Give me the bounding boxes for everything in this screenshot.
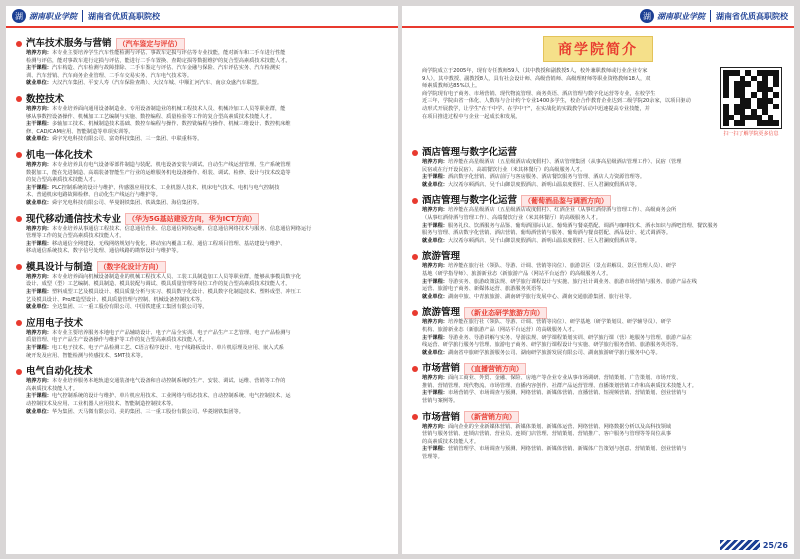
line-body: 培养能在高星级酒店（五星级酒店或度假村）、红酒企业（从事红酒侍酒与管理工作）、高级商务会所 <box>447 207 677 214</box>
program-title: 现代移动通信技术专业 <box>26 213 122 225</box>
line-label: 主干课程： <box>26 345 52 352</box>
program-text-line <box>16 401 388 409</box>
program-text-line <box>16 192 388 200</box>
program-title: 模具设计与制造 <box>26 261 93 273</box>
program-title: 酒店管理与数字化运营 <box>422 195 518 207</box>
program-heading <box>16 149 388 162</box>
line-body: 培养能在旅行社（领队、导游、计调、营销等岗位）、研学基地（研学策划员、研学辅导员）、研学 <box>447 319 672 326</box>
program-direction-tag: （新营销方向） <box>464 411 519 423</box>
program-text-line <box>412 215 784 223</box>
line-body: 推销、营销管理、现代物流、市场管理、直播内容创作、社群产品运营管理、直播策划营销工作和高素质技术技能人才。 <box>422 382 697 389</box>
line-body: 运营、旅游电子商务、新媒体运营、旅游服务英语等。 <box>422 286 547 293</box>
program-title: 机电一体化技术 <box>26 149 93 161</box>
line-body: 培养能在旅行社（领队、导游、计调、营销等岗位）、旅游景区（景点讲解员、景区管理人员）、研学 <box>447 263 677 270</box>
program-text-line <box>412 182 784 190</box>
line-label: 主干课程： <box>422 174 448 181</box>
program-title: 电气自动化技术 <box>26 366 93 378</box>
program-text-line <box>412 238 784 246</box>
intro-line: 商学院现有电子商务、市场营销、现代物流管理、商务英语、酒店管理与数字化运营等专业，在校学生 <box>422 90 656 97</box>
line-body: 汽车构造、汽车检测与故障排除、二手车鉴定与评估、汽车金融与保险、汽车评估实务、汽车检测实 <box>51 65 281 72</box>
line-body: 本专业培养服务本地轨道交通装备电气设备和自动控制系统的生产、安装、调试、运维、营销等工作的 <box>51 378 286 385</box>
program-heading <box>412 250 784 263</box>
line-body: 基地（研学指导师）、旅游新业态（新旅游产品（网站平台运营）的高级服务人才。 <box>422 270 612 277</box>
section-banner: 商学院简介 <box>543 36 653 62</box>
bullet-dot-icon <box>16 96 22 102</box>
line-body: 市场营销学、市场调查与预测、网络营销、新媒体营销、直播营销、短视频营销、营销策划、创业营销与 <box>447 390 687 397</box>
line-body: 移动通信全网建设、无线网络规划与优化、移动室内覆盖工程、通信工程项目管理、基站建设与维护、 <box>51 240 286 247</box>
program-text-line <box>16 248 388 256</box>
line-body: 湖南中旅、中青旅旅游、湖南研学旅行发展中心、湖南交通旅游集团、旅行社等。 <box>447 293 635 300</box>
program-text-line <box>16 177 388 185</box>
qr-box <box>718 68 784 137</box>
line-body: 全达集团、三一重工股份有限公司、中国铁建重工集团有限公司等。 <box>51 304 208 311</box>
program-section <box>16 93 388 144</box>
right-sections <box>402 137 794 462</box>
line-label: 就业单位： <box>422 237 448 244</box>
line-body: 酒店数字化营销、酒店前厅与客房服务、酒店餐饮服务与管理、酒店人力资源管理等。 <box>447 174 646 181</box>
line-label: 主干课程： <box>26 65 52 72</box>
bullet-dot-icon <box>16 264 22 270</box>
bullet-dot-icon <box>412 254 418 260</box>
program-section <box>412 194 784 245</box>
program-title: 旅游管理 <box>422 251 461 263</box>
line-label: 主干课程： <box>422 222 448 229</box>
program-title: 应用电子技术 <box>26 317 84 329</box>
program-text-line <box>412 454 784 462</box>
line-label: 培养方向： <box>422 159 448 165</box>
program-text-line <box>412 375 784 383</box>
line-body: 动控制技术及应用、工业机器人应用技术、智能制造控制技术等。 <box>26 401 177 407</box>
line-body: 训、汽车营销、汽车商务企业管理、二手车交易实务、汽车电气技术等。 <box>26 72 193 79</box>
line-body: 大汉希尔顿酒店、吴千山御景度假酒店、新明山温泉度假村、巨人君澜度假酒店等。 <box>447 237 640 244</box>
program-text-line <box>412 271 784 279</box>
program-text-line <box>16 289 388 297</box>
line-body: （从事红酒侍酒与管理工作）、高端餐饮行业（米其林餐厅）的高级服务人才。 <box>422 214 601 221</box>
program-text-line <box>412 390 784 398</box>
line-body: 够从事数控设备操作、机械加工工艺编制与实施、数控编程、质量检验等工作的复合型高素质技术技能人才。 <box>26 113 276 120</box>
bullet-dot-icon <box>16 152 22 158</box>
program-title: 数控技术 <box>26 93 65 105</box>
bullet-dot-icon <box>412 310 418 316</box>
program-text-line <box>412 230 784 238</box>
line-label: 就业单位： <box>26 136 52 143</box>
school-logo-text: 湖南职业学院 <box>657 11 705 21</box>
line-body: 大汉汽车集团、平安人寿（汽车保险查勘）、大汉车城、中顺汇河汽车、南京众盛汽车联盟。 <box>51 80 263 87</box>
program-direction-tag: （汽车鉴定与评估） <box>116 38 185 50</box>
line-body: 大汉希尔顿酒店、吴千山御景度假酒店、新明山温泉度假村、巨人君澜度假酒店等。 <box>447 181 640 188</box>
header-divider <box>710 10 711 22</box>
page-header <box>6 6 398 28</box>
intro-line: 在项目推进过程中与企业一起成长和发展。 <box>422 113 521 120</box>
program-title: 酒店管理与数字化运营 <box>422 147 518 158</box>
program-section <box>412 411 784 462</box>
program-section <box>16 213 388 256</box>
program-heading <box>16 37 388 50</box>
page-footer <box>720 540 788 550</box>
program-heading <box>412 362 784 375</box>
program-text-line <box>16 409 388 417</box>
program-text-line <box>16 353 388 361</box>
line-body: 本专业主要培养服务本地电子产品辅助设计、电子产品全实训、电子产品生产工艺管理、电子产品检测与 <box>51 329 291 336</box>
program-heading <box>412 306 784 319</box>
line-label: 培养方向： <box>26 161 52 168</box>
line-body: 的复合型高素质技术技能人才。 <box>26 177 99 184</box>
program-text-line <box>16 136 388 144</box>
program-text-line <box>412 279 784 287</box>
program-heading <box>16 317 388 330</box>
bullet-dot-icon <box>16 216 22 222</box>
school-logo <box>640 9 705 23</box>
program-heading <box>16 261 388 274</box>
program-heading <box>412 194 784 207</box>
line-label: 主干课程： <box>26 393 52 400</box>
program-text-line <box>16 65 388 73</box>
intro-text <box>412 68 712 137</box>
line-body: 服务礼仪、饮酒服务与品鉴、葡萄酒国际认证、葡萄酒与餐桌搭配、调酒与咖啡技术、酒水知识与酒吧管理、餐饮服务 <box>447 222 718 229</box>
line-body: 多轴加工技术、机械制造技术基础、数控车编程与操作、数控铣编程与操作、机械三维设计、数控机床维 <box>51 121 291 128</box>
line-label: 培养方向： <box>422 263 448 270</box>
line-label: 就业单位： <box>26 408 52 415</box>
school-logo-icon: 湖 <box>640 9 654 23</box>
program-direction-tag: （数字化设计方向） <box>97 261 166 273</box>
line-body: 本专业培养面向机械设备制造业的机械工程技术人员、工装工具制造加工人员等职业群，能够从事模具数字化 <box>51 273 301 280</box>
program-text-line <box>412 350 784 358</box>
line-body: 湖南省中旅研学旅游服务公司、湖南研学旅游发展有限公司、湖南旅游研学旅行服务中心等。 <box>447 349 661 356</box>
line-label: 培养方向： <box>26 329 52 336</box>
bullet-dot-icon <box>16 320 22 326</box>
page-header <box>402 6 794 28</box>
program-section <box>412 306 784 357</box>
line-body: 检测与评估，能对事故车进行定损与评估，能进行二手车置换、查勘定损等数据维护的复合型高素质技术技能人才。 <box>26 57 291 64</box>
left-sections <box>6 28 398 416</box>
line-label: 培养方向： <box>422 319 448 326</box>
line-label: 就业单位： <box>26 80 52 87</box>
line-body: 本专业主要培养学生汽车性能检测与评估、事故车定损与评估等专业技能，能对新车和二手车进行性能 <box>51 50 286 56</box>
line-body: 的高素质技术技能人才。 <box>422 438 480 445</box>
line-body: 营销与案例等。 <box>422 398 459 405</box>
program-title: 市场营销 <box>422 363 461 375</box>
program-text-line <box>16 80 388 88</box>
line-body: 塑料成型工艺及模具设计、模具质量分析与实习、模具数字化设计、模具数字化制造技术、塑料成型、冲压工 <box>51 289 301 296</box>
line-body: 导游业务、导游讲解与实务、导游法规、研学课程策划实训、研学旅行课（营）地服务与管理、旅游产品在 <box>447 334 692 341</box>
qr-code-icon[interactable] <box>721 68 781 128</box>
program-text-line <box>16 170 388 178</box>
header-title: 湖南省优质高职院校 <box>716 11 788 21</box>
line-label: 培养方向： <box>26 105 52 112</box>
program-direction-tag: （华为5G基站建设方向，华为ICT方向） <box>125 213 259 225</box>
line-body: 统开发及应用、智能检测与传感技术、SMT技术等。 <box>26 352 146 359</box>
line-label: 主干课程： <box>26 184 52 191</box>
school-logo <box>12 9 77 23</box>
intro-line: 动形式开展教学，让学生"在干中学、在学中干"，在实战化的实践教学活动中迅速提高专业技能，并 <box>422 105 650 112</box>
line-body: 线运营、研学旅行服务与管理、旅游电子商务、研学旅行课程设计与实施、研学旅行服务营销、旅游服务英语等。 <box>422 342 682 349</box>
program-text-line <box>412 398 784 406</box>
line-body: 管理等工作的复合型高素质技术技能人才。 <box>26 233 125 240</box>
line-label: 就业单位： <box>422 181 448 188</box>
intro-line: 近三年，学院由省一体化、人数每与合计约个专业1400多学生，校企合作教育企业达到二级学院20余家，以项目驱动 <box>422 98 691 105</box>
bullet-dot-icon <box>412 414 418 420</box>
school-logo-icon: 湖 <box>12 9 26 23</box>
line-label: 培养方向： <box>422 207 448 214</box>
program-text-line <box>412 335 784 343</box>
program-heading <box>412 146 784 159</box>
line-body: 服务与管理、酒店数字化营销、酒店营销、葡萄酒营销与服务、葡萄酒与餐食搭配、酒品设计、花式调酒等。 <box>422 230 672 237</box>
program-text-line <box>412 446 784 454</box>
line-label: 就业单位： <box>422 293 448 300</box>
line-body: 本专业培养面向通用设备制造业、专用设备制造业的机械工程技术人员、机械冷加工人员等职业群，能 <box>51 105 286 112</box>
program-text-line <box>412 174 784 182</box>
line-label: 主干课程： <box>422 446 448 453</box>
line-label: 就业单位： <box>422 349 448 356</box>
line-body: 培养能在高星级酒店（五星级酒店或度假村）、酒店管理集团（从事高星级酒店管理工作）、民宿（管理 <box>447 159 682 165</box>
bullet-dot-icon <box>412 366 418 372</box>
line-body: 面向工商业、外贸、金融、保险、房地产等企业专业从事市场调研、营销策划、广告策划、市场开发、 <box>447 375 682 382</box>
line-body: 管理等。 <box>422 454 443 461</box>
program-text-line <box>412 294 784 302</box>
program-section <box>16 261 388 312</box>
line-body: 术、普通机床电路故障检修、自动化生产线运行与维护等。 <box>26 192 161 199</box>
program-direction-tag: （直播营销方向） <box>464 363 526 375</box>
intro-row <box>402 62 794 137</box>
line-body: 舜宇光电科技有限公司、富奇科技集团、三一集团、中联重科等。 <box>51 136 203 143</box>
program-text-line <box>16 337 388 345</box>
line-body: 电气控制系统的设计与维护、单片机应用技术、工业网络与组态技术、自动控制系统、电气控制技术、运 <box>51 393 291 400</box>
line-label: 主干课程： <box>422 390 448 397</box>
program-text-line <box>16 378 388 386</box>
program-text-line <box>16 304 388 312</box>
line-body: 民宿或在行开设民宿）、高端餐饮行业（米其林餐厅）的高级服务人才。 <box>422 166 586 173</box>
line-body: PLC控制系统的设计与维护、传感器应用技术、工业机器人技术、机床电气技术、电机与电气控制技 <box>51 184 280 191</box>
program-heading <box>16 365 388 378</box>
line-body: 华为集团、天马微有限公司、美的集团、三一重工股份有限公司、华菱钢铁集团等。 <box>51 408 244 415</box>
line-body: 营销管理学、市场调查与预测、网络营销、新媒体营销、新媒体广告策划与创意、营销策划、创业营销与 <box>447 446 687 453</box>
line-label: 就业单位： <box>26 199 52 206</box>
intro-line: 师素质教师达85%以上。 <box>422 83 481 90</box>
program-text-line <box>412 319 784 327</box>
program-title: 旅游管理 <box>422 307 461 319</box>
intro-line: 商学院成立于2005年，现有专任教师59人（其中教授和副教授5人，校外兼职教师或行业企业专家 <box>422 68 648 74</box>
intro-line: 9人），其中教授、副教授8人，具有社会设计师、高级营销师、高级理财师等职业资格教师18人，双 <box>422 75 651 82</box>
line-body: 艺及模具设计、Pro/E造型设计、模具质量管理与控制、机械设备控制技术等。 <box>26 296 206 303</box>
school-logo-text: 湖南职业学院 <box>29 11 77 21</box>
program-text-line <box>16 106 388 114</box>
bullet-dot-icon <box>412 150 418 156</box>
left-page <box>6 6 398 554</box>
program-text-line <box>16 281 388 289</box>
program-text-line <box>16 345 388 353</box>
line-body: 修、CAD/CAM应用、智能制造等单项实训等。 <box>26 128 134 135</box>
program-heading <box>16 93 388 106</box>
program-text-line <box>412 431 784 439</box>
program-section <box>412 146 784 189</box>
line-label: 主干课程： <box>422 334 448 341</box>
program-text-line <box>412 327 784 335</box>
line-label: 主干课程： <box>422 278 448 285</box>
bullet-dot-icon <box>16 41 22 47</box>
line-label: 培养方向： <box>422 375 448 382</box>
program-text-line <box>16 226 388 234</box>
program-text-line <box>16 233 388 241</box>
program-text-line <box>16 393 388 401</box>
page-number: 25/26 <box>762 540 788 550</box>
program-section <box>412 362 784 405</box>
line-label: 培养方向： <box>26 378 52 385</box>
banner-wrap <box>402 36 794 62</box>
program-text-line <box>412 207 784 215</box>
line-label: 培养方向： <box>422 423 448 430</box>
line-body: 数据加工，能在先进制造、高端装备智能生产行业的运维服务机电设备操作、组装、调试、检修、设计与技术改造等 <box>26 169 291 176</box>
header-title: 湖南省优质高职院校 <box>88 11 160 21</box>
program-text-line <box>412 159 784 167</box>
program-text-line <box>16 121 388 129</box>
line-label: 培养方向： <box>26 273 52 280</box>
program-section <box>16 365 388 416</box>
line-label: 主干课程： <box>26 289 52 296</box>
program-section <box>16 37 388 88</box>
line-body: 营销与服务营销、连锁店营销、营业员、连锁门店管理、营销策划、营销推广、客户服务与管理等等岗位从事 <box>422 431 672 438</box>
line-body: 导游实务、旅游政策法规、研学旅行课程设计与实施、旅行社计调业务、旅游市场营销与服务、旅游产品在线 <box>447 278 697 285</box>
program-section <box>412 250 784 301</box>
program-text-line <box>412 263 784 271</box>
program-text-line <box>412 342 784 350</box>
line-label: 主干课程： <box>26 240 52 247</box>
line-label: 培养方向： <box>26 225 52 232</box>
page-stripe <box>720 540 760 550</box>
qr-caption: 扫一扫了解学院更多信息 <box>723 131 779 137</box>
program-direction-tag: （新业态研学旅游方向） <box>464 307 547 319</box>
program-section <box>16 149 388 208</box>
line-body: 移动通信系统技术、数字信号处理、通信线路的勘察设计与维护等。 <box>26 248 182 255</box>
program-title: 市场营销 <box>422 411 461 423</box>
line-body: 设计、成型（型）工艺编制、模具制造、模具装配与调试、模具质量管理等岗位工作的复合型高素质技术技能人才。 <box>26 281 291 288</box>
program-title: 汽车技术服务与营销 <box>26 38 112 49</box>
header-divider <box>82 10 83 22</box>
program-text-line <box>16 50 388 58</box>
line-body: 本专业培养从事通信工程技术、信息通信营业、信息通信网络运维、信息通信网络技术与服务、信息通信网络运行 <box>51 225 312 232</box>
program-text-line <box>16 200 388 208</box>
program-direction-tag: （葡萄酒品鉴与调酒方向） <box>521 195 611 207</box>
line-label: 培养方向： <box>26 50 52 56</box>
line-label: 主干课程： <box>26 121 52 128</box>
program-heading <box>412 411 784 424</box>
right-page <box>402 6 794 554</box>
line-body: 舜宇光电科技有限公司、华曼钢铁集团、铁战集团、海信集团等。 <box>51 199 203 206</box>
bullet-dot-icon <box>412 198 418 204</box>
line-body: 质量管理、电子产品生产设备操作与维护等工作的复合型高素质技术技能人才。 <box>26 337 208 344</box>
program-text-line <box>16 162 388 170</box>
line-body: 高素质技术技能人才。 <box>26 385 78 392</box>
line-body: 电工电子技术、电子产品检测工艺、C语言程序设计、电子线路板设计、单片机原理及应用、嵌入式系 <box>51 345 284 352</box>
line-body: 机构、旅游新业态（新旅游产品（网站平台运营）的高级服务人才。 <box>422 326 578 333</box>
line-body: 面向企业的全业新媒体营销、新媒体策划、新媒体运营、网络营销、网络数据分析以及高科技领域 <box>447 423 672 430</box>
line-body: 本专业培养具有电气设备零部件制造与装配、机电设备安装与调试、自动生产线运营管理、生产系统管理 <box>51 161 291 168</box>
program-text-line <box>412 286 784 294</box>
bullet-dot-icon <box>16 369 22 375</box>
program-section <box>16 317 388 360</box>
line-label: 就业单位： <box>26 304 52 311</box>
program-heading <box>16 213 388 226</box>
